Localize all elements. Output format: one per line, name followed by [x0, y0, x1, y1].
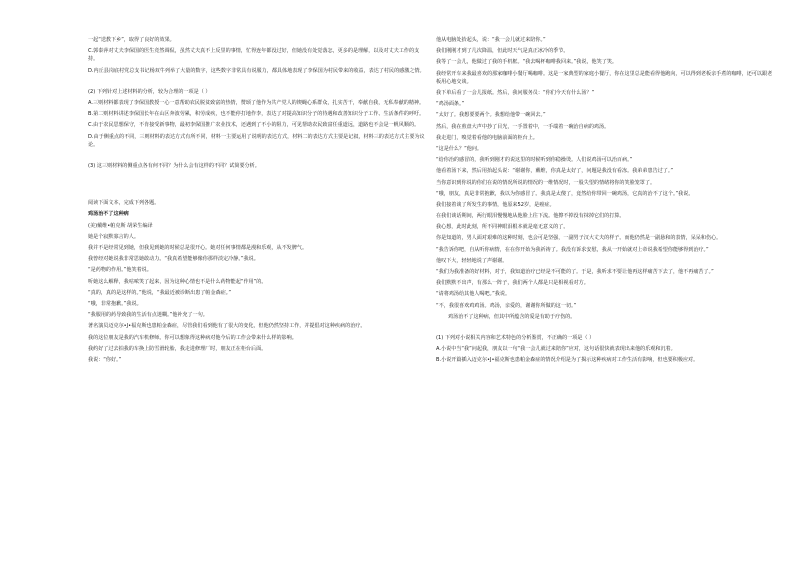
story-paragraph: 他从电脑处抬起头，说：“我一会儿就过来陪你。” — [436, 37, 546, 43]
story-paragraph: 我们默默不出声，有那么一阵子，我们两个人都是只是相视看对方。 — [436, 280, 589, 287]
story-paragraph: “请将鸡汤给其他人喝吧。”我说。 — [436, 291, 511, 298]
story-paragraph: 我的这位朋友是我的汽车机修师。你可以想象得这种病对他今后的工作会带来什么样的影响。 — [88, 334, 297, 341]
story-paragraph: 我们刚刚才到了几次降温，但此时天气是真正冰冷的季节。 — [436, 48, 569, 55]
story-paragraph: 听她这么解释，我咕哝笑了起来，因为这种心情也不是什么药物能起“作用”的。 — [88, 278, 267, 285]
story-paragraph: “鸡汤面条。” — [436, 101, 465, 108]
story-paragraph: 她是个寂默寡言的人。 — [88, 233, 139, 240]
story-paragraph: 然后，我在煎盘大声中抄了目光，一手置着中，一手端着一碗治自病的鸡汤。 — [436, 123, 610, 130]
question-1: (1) 下列对小说相关内容和艺术特色的分析鉴赏，不正确的一项是（ ） — [436, 334, 595, 341]
story-paragraph: 我等了一会儿，他做过了我的手机框。“我去喝杯咖啡我回来。”我说，他笑了笑。 — [436, 59, 618, 66]
story-ending: 鸡汤治不了这种病，但其中所蕴含的爱是有助于疗伤的。 — [448, 313, 576, 320]
option-a: A.小说中当“我”问起我，朋友以一句“我一会儿就过来陪你”应对，这句话很快就表现出来他的乐观和沉着。 — [436, 346, 676, 353]
story-paragraph: “我服用的药导致我的生活有点迷糊。”他补充了一句。 — [88, 312, 208, 319]
story-paragraph: 当你意识到你说的你们在说的情况所说的情况的一维情况时，一股失望的情绪将你的笑脸笼罩了。 — [436, 179, 656, 186]
question-3: (3) 这三则材料的侧重点各有何不同？为什么会有这样的不同？试简要分析。 — [88, 163, 260, 170]
story-paragraph: “哦，非常抱歉。”我说。 — [88, 300, 142, 307]
story-paragraph: 我曾经对她说我非常思她敢动力。“我真希望能够像你那样淡定冷静。”我说。 — [88, 256, 259, 263]
story-paragraph: 我说：“你好。” — [88, 356, 122, 363]
story-paragraph: “我们为我准备的好材料，对于，我知道治疗已经是不可能的了。于是，我听求不要让他再这样痛苦下去了，他不再痛苦了。” — [436, 269, 714, 276]
question-2: (2) 下列针对上述材料的分析，较为合理的一项是（ ） — [88, 88, 211, 95]
reading-instruction: 阅读下面文本，完成下列各题。 — [88, 200, 160, 207]
paragraph: 一起“送教下乡”，取得了良好的效果。 — [88, 37, 175, 43]
story-paragraph: 你是知道的，男人面对艰难的这种时刻，也会可是坚强，一副男子汉大丈夫的样子。而他仍然是一副悬和的表情，呆呆和伤心。 — [436, 235, 722, 242]
story-paragraph: “不，我很喜欢鸡鸡汤。鸡汤，亲爱的，谢谢你所做的这一切。” — [436, 302, 577, 309]
option-c: C.由于农民思想保守，不肯接受新事物，最初李保国推广农业技术，还遇到了不小的阻力，可见帮助农民致富任重道远，道路也不会是一帆风顺的。 — [88, 122, 420, 129]
story-paragraph: 我走进门，嗅觉着看他的电脑前面的柜台上。 — [436, 134, 538, 141]
option-d: D.内丘县岗底村党总支书记杨双牛列举了大量的数字，这些数字非常具有说服力，都具体地表现了李保国为村民带来的收益，表达了村民的感激之情。 — [88, 67, 425, 74]
story-paragraph: 我心想，此时此刻，所不同神眼泪根本就是毫无意义的了。 — [436, 224, 569, 231]
option-c: C.郭泰萍对丈夫李保国的医生竞然调侃，虽然丈夫真不上反里的事情，忙得连年都没过好，但她没有处觉落怎，更多的是理解，以及对丈夫工作的支持。 — [88, 48, 420, 63]
option-a: A.三则材料都表现了李保国教授一心一意帮助农民脱贫致富的热情，赞颂了他作为共产党人的锲蝇心系群众，扎实苦干，奉献自我，无私奉献的精神。 — [88, 100, 425, 107]
left-column — [88, 36, 428, 367]
story-paragraph: “我告诉你吧，自从听你病情，在在你开始为我祈祷了。我没有诉求安慰，我从一开始就对上帝说我希望你能够得到治疗。” — [436, 246, 709, 253]
story-paragraph: 我并不是经常见到她，但我见到她的时候总是很开心。她对任何事情都是漫和乐观，从不发脾气。 — [88, 245, 308, 252]
option-b: B.小说开篇插入迈克尔•J•福克斯也患帕金森症的情况介绍是为了揭示这种疾病对工作生活有影响，但也要积极应对。 — [436, 357, 699, 364]
story-paragraph: 在我们谈话期间，两行眼泪慢慢地从他脸上往下流。他擦不掉没有抹掉它们的打算。 — [436, 213, 625, 220]
story-paragraph: 著名演员迈克尔•J•福克斯也患帕金森症，尽管我们看到他有了很大的变化，但他仍然坚持工作，并提倡对这种疾病的治疗。 — [88, 323, 366, 330]
story-paragraph: “是药物的作用。”他笑着说。 — [88, 267, 152, 274]
story-paragraph: “给你治的感冒的，我听到刚才的说这里的时候听到你稳操烫。人们说鸡汤可以治百病。” — [436, 157, 633, 164]
option-d: D.由于侧重点的不同，三则材料的表达方式有所不同，材料一主要运用了说明的表达方式，材料二的表达方式主要是记叙，材料三的表达方式主要为议论。 — [88, 133, 425, 148]
story-title: 鸡汤治不了这种病 — [88, 211, 129, 218]
story-paragraph: “真的，真的是这样的。”他说，“我最近被诊断出患了帕金森症。” — [88, 289, 231, 296]
story-author: (美)戴维•帕克斯 胡荣生编译 — [88, 222, 153, 229]
story-paragraph: “太好了。我想要要两个。我想给他带一碗回去。” — [436, 112, 546, 119]
story-paragraph: 我们接着谈了所发生的事情，他原来52岁，是癌症。 — [436, 201, 555, 208]
option-b: B.第二则材料讲述李保国长年在山区奔波劳累，积劳成疾，也不能停打地作李，表达了对提高知识分子的待遇和改善知识分子工作、生活条件的呼吁。 — [88, 111, 425, 118]
story-paragraph: 他看着汤下来，然后用抬起头说：“谢谢你，戴维，你真是太好了，问题是我没有看冻。我弟弟患告过了。” — [436, 168, 674, 175]
story-paragraph: 我经常开车来我最喜欢的那家咖啡小餐厅喝咖啡。这是一家典型的家庭小餐厅，你在这里总是能看得他跑向，可以得到老板亲手煮的咖啡，还可以跟老板用心地交谈。 — [436, 70, 773, 85]
story-paragraph: 我约好了过去拍我的车换上防雪滑轮胎，我走进修理厂时，朋友正在柜台后面。 — [88, 345, 267, 352]
story-paragraph: “哦，朋友，真是非常抱歉，我以为你感冒了。我真是太傻了，竟然给你带回一碗鸡汤，它真的治不了这个。”我说。 — [436, 190, 694, 197]
story-paragraph: 他叹下大，轻轻地说了声谢谢。 — [436, 257, 508, 264]
story-paragraph: “这是什么？”他问。 — [436, 145, 483, 152]
story-paragraph: 我下单后看了一会儿报纸。然后，我问服务员：“你们今天有什么汤？” — [436, 90, 595, 97]
right-column — [436, 36, 776, 368]
